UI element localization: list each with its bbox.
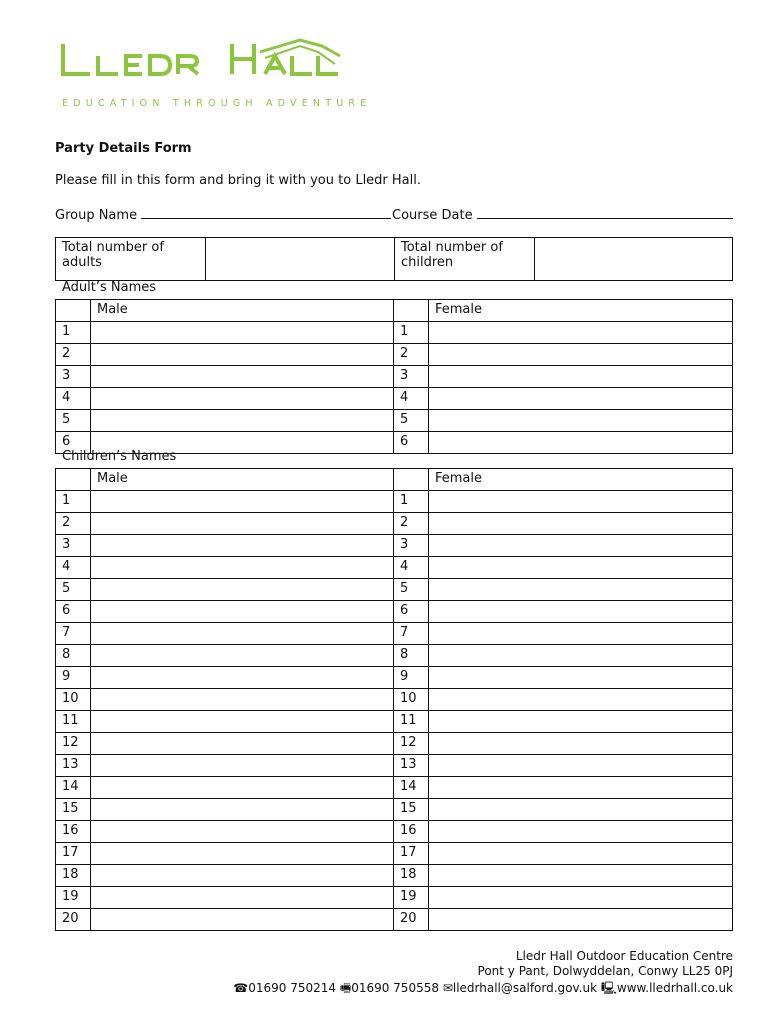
- child-male-name-cell[interactable]: [91, 667, 394, 689]
- form-title: Party Details Form: [55, 141, 192, 156]
- child-num-cell: 12: [394, 733, 429, 755]
- email-icon: ✉: [442, 981, 453, 995]
- child-num-cell: 3: [56, 535, 91, 557]
- children-section-label: Children’s Names: [62, 449, 177, 464]
- header-num-cell: [394, 300, 429, 322]
- group-name-label: Group Name: [55, 208, 138, 223]
- children-female-header: Female: [429, 469, 733, 491]
- course-date-blank[interactable]: [477, 206, 733, 219]
- child-num-cell: 8: [394, 645, 429, 667]
- child-num-cell: 7: [56, 623, 91, 645]
- child-row: [56, 579, 733, 601]
- adult-num-cell: 5: [56, 410, 91, 432]
- footer-website[interactable]: www.lledrhall.co.uk: [616, 981, 733, 995]
- child-male-name-cell[interactable]: [91, 623, 394, 645]
- child-row: [56, 843, 733, 865]
- child-row: [56, 777, 733, 799]
- child-num-cell: 7: [394, 623, 429, 645]
- course-date-label: Course Date: [392, 208, 473, 223]
- adults-names-table: [55, 299, 733, 454]
- child-male-name-cell[interactable]: [91, 711, 394, 733]
- child-num-cell: 12: [56, 733, 91, 755]
- child-num-cell: 4: [394, 557, 429, 579]
- child-num-cell: 2: [394, 513, 429, 535]
- adult-female-name-cell[interactable]: [429, 432, 733, 454]
- child-num-cell: 2: [56, 513, 91, 535]
- footer-fax: 01690 750558: [351, 981, 439, 995]
- total-adults-label-line1: Total number of: [62, 240, 164, 255]
- child-num-cell: 8: [56, 645, 91, 667]
- child-male-name-cell[interactable]: [91, 865, 394, 887]
- header-num-cell: [394, 469, 429, 491]
- child-female-name-cell[interactable]: [429, 909, 733, 931]
- footer-phone: 01690 750214: [248, 981, 337, 995]
- child-num-cell: 18: [56, 865, 91, 887]
- child-female-name-cell[interactable]: [429, 843, 733, 865]
- adult-row: [56, 410, 733, 432]
- child-num-cell: 18: [394, 865, 429, 887]
- child-num-cell: 9: [394, 667, 429, 689]
- child-male-name-cell[interactable]: [91, 799, 394, 821]
- child-row: [56, 909, 733, 931]
- child-female-name-cell[interactable]: [429, 799, 733, 821]
- child-num-cell: 9: [56, 667, 91, 689]
- child-num-cell: 1: [394, 491, 429, 513]
- adults-female-header: Female: [429, 300, 733, 322]
- child-female-name-cell[interactable]: [429, 645, 733, 667]
- child-num-cell: 16: [56, 821, 91, 843]
- child-female-name-cell[interactable]: [429, 623, 733, 645]
- header-num-cell: [56, 300, 91, 322]
- child-num-cell: 16: [394, 821, 429, 843]
- child-num-cell: 11: [394, 711, 429, 733]
- child-num-cell: 15: [394, 799, 429, 821]
- adult-num-cell: 3: [394, 366, 429, 388]
- group-name-blank[interactable]: [141, 206, 391, 219]
- child-male-name-cell[interactable]: [91, 733, 394, 755]
- child-num-cell: 6: [394, 601, 429, 623]
- adult-num-cell: 5: [394, 410, 429, 432]
- total-adults-label-line2: adults: [62, 255, 102, 270]
- child-row: [56, 755, 733, 777]
- child-row: [56, 689, 733, 711]
- child-row: [56, 623, 733, 645]
- child-male-name-cell[interactable]: [91, 491, 394, 513]
- adult-num-cell: 4: [394, 388, 429, 410]
- child-female-name-cell[interactable]: [429, 755, 733, 777]
- child-male-name-cell[interactable]: [91, 645, 394, 667]
- adult-female-name-cell[interactable]: [429, 410, 733, 432]
- total-children-label: [395, 238, 535, 281]
- child-num-cell: 10: [56, 689, 91, 711]
- course-date-field[interactable]: [392, 206, 733, 223]
- child-male-name-cell[interactable]: [91, 579, 394, 601]
- child-male-name-cell[interactable]: [91, 601, 394, 623]
- total-children-label-line2: children: [401, 255, 454, 270]
- children-male-header: Male: [91, 469, 394, 491]
- child-num-cell: 17: [394, 843, 429, 865]
- child-row: [56, 711, 733, 733]
- child-male-name-cell[interactable]: [91, 689, 394, 711]
- child-row: [56, 667, 733, 689]
- child-female-name-cell[interactable]: [429, 865, 733, 887]
- total-children-input[interactable]: [535, 238, 733, 281]
- child-num-cell: 5: [56, 579, 91, 601]
- child-num-cell: 5: [394, 579, 429, 601]
- child-female-name-cell[interactable]: [429, 513, 733, 535]
- adult-male-name-cell[interactable]: [91, 344, 394, 366]
- adult-row: [56, 344, 733, 366]
- adult-num-cell: 6: [394, 432, 429, 454]
- child-female-name-cell[interactable]: [429, 667, 733, 689]
- child-row: [56, 799, 733, 821]
- child-male-name-cell[interactable]: [91, 887, 394, 909]
- child-row: [56, 601, 733, 623]
- logo-graphic: [60, 38, 350, 96]
- child-female-name-cell[interactable]: [429, 689, 733, 711]
- adult-num-cell: 4: [56, 388, 91, 410]
- child-row: [56, 645, 733, 667]
- fax-icon: 🖷: [339, 981, 352, 995]
- form-intro: Please fill in this form and bring it with you to Lledr Hall.: [55, 173, 421, 188]
- child-female-name-cell[interactable]: [429, 777, 733, 799]
- group-name-field[interactable]: [55, 206, 391, 223]
- adult-male-name-cell[interactable]: [91, 322, 394, 344]
- child-num-cell: 11: [56, 711, 91, 733]
- adult-num-cell: 6: [56, 432, 91, 454]
- child-row: [56, 887, 733, 909]
- total-children-label-line1: Total number of: [401, 240, 503, 255]
- child-row: [56, 557, 733, 579]
- child-row: [56, 513, 733, 535]
- child-num-cell: 19: [394, 887, 429, 909]
- total-adults-label: [56, 238, 206, 281]
- child-female-name-cell[interactable]: [429, 711, 733, 733]
- child-female-name-cell[interactable]: [429, 491, 733, 513]
- adults-section-label: Adult’s Names: [62, 280, 157, 295]
- adult-row: [56, 366, 733, 388]
- child-male-name-cell[interactable]: [91, 821, 394, 843]
- footer-org: Lledr Hall Outdoor Education Centre: [515, 949, 733, 963]
- child-female-name-cell[interactable]: [429, 887, 733, 909]
- adult-row: [56, 388, 733, 410]
- adults-header-row: [56, 300, 733, 322]
- adult-female-name-cell[interactable]: [429, 322, 733, 344]
- adult-male-name-cell[interactable]: [91, 388, 394, 410]
- child-num-cell: 20: [56, 909, 91, 931]
- phone-icon: ☎: [233, 981, 249, 995]
- child-row: [56, 535, 733, 557]
- footer-address: Pont y Pant, Dolwyddelan, Conwy LL25 0PJ: [477, 964, 733, 978]
- adult-num-cell: 3: [56, 366, 91, 388]
- child-num-cell: 14: [394, 777, 429, 799]
- footer-email[interactable]: lledrhall@salford.gov.uk: [452, 981, 598, 995]
- adult-num-cell: 1: [394, 322, 429, 344]
- adult-row: [56, 322, 733, 344]
- child-num-cell: 1: [56, 491, 91, 513]
- adult-female-name-cell[interactable]: [429, 366, 733, 388]
- child-row: [56, 733, 733, 755]
- child-female-name-cell[interactable]: [429, 733, 733, 755]
- child-male-name-cell[interactable]: [91, 755, 394, 777]
- child-num-cell: 14: [56, 777, 91, 799]
- child-num-cell: 20: [394, 909, 429, 931]
- child-row: [56, 821, 733, 843]
- child-male-name-cell[interactable]: [91, 777, 394, 799]
- child-num-cell: 13: [56, 755, 91, 777]
- child-num-cell: 3: [394, 535, 429, 557]
- adult-num-cell: 1: [56, 322, 91, 344]
- child-male-name-cell[interactable]: [91, 843, 394, 865]
- adult-female-name-cell[interactable]: [429, 388, 733, 410]
- adult-male-name-cell[interactable]: [91, 366, 394, 388]
- total-adults-input[interactable]: [206, 238, 395, 281]
- child-num-cell: 4: [56, 557, 91, 579]
- adult-male-name-cell[interactable]: [91, 410, 394, 432]
- child-num-cell: 13: [394, 755, 429, 777]
- child-row: [56, 865, 733, 887]
- child-num-cell: 6: [56, 601, 91, 623]
- adult-female-name-cell[interactable]: [429, 344, 733, 366]
- web-icon: 🖳: [600, 981, 617, 995]
- adult-num-cell: 2: [56, 344, 91, 366]
- footer-contacts: [233, 979, 733, 1000]
- child-row: [56, 491, 733, 513]
- child-female-name-cell[interactable]: [429, 601, 733, 623]
- child-num-cell: 19: [56, 887, 91, 909]
- adult-num-cell: 2: [394, 344, 429, 366]
- tagline: EDUCATION THROUGH ADVENTURE: [62, 98, 372, 109]
- child-female-name-cell[interactable]: [429, 821, 733, 843]
- child-female-name-cell[interactable]: [429, 557, 733, 579]
- child-female-name-cell[interactable]: [429, 579, 733, 601]
- child-num-cell: 10: [394, 689, 429, 711]
- child-male-name-cell[interactable]: [91, 513, 394, 535]
- child-male-name-cell[interactable]: [91, 535, 394, 557]
- adults-male-header: Male: [91, 300, 394, 322]
- header-num-cell: [56, 469, 91, 491]
- child-num-cell: 15: [56, 799, 91, 821]
- children-header-row: [56, 469, 733, 491]
- child-female-name-cell[interactable]: [429, 535, 733, 557]
- child-num-cell: 17: [56, 843, 91, 865]
- child-male-name-cell[interactable]: [91, 557, 394, 579]
- children-names-table: [55, 468, 733, 931]
- totals-table: [55, 237, 733, 281]
- child-male-name-cell[interactable]: [91, 909, 394, 931]
